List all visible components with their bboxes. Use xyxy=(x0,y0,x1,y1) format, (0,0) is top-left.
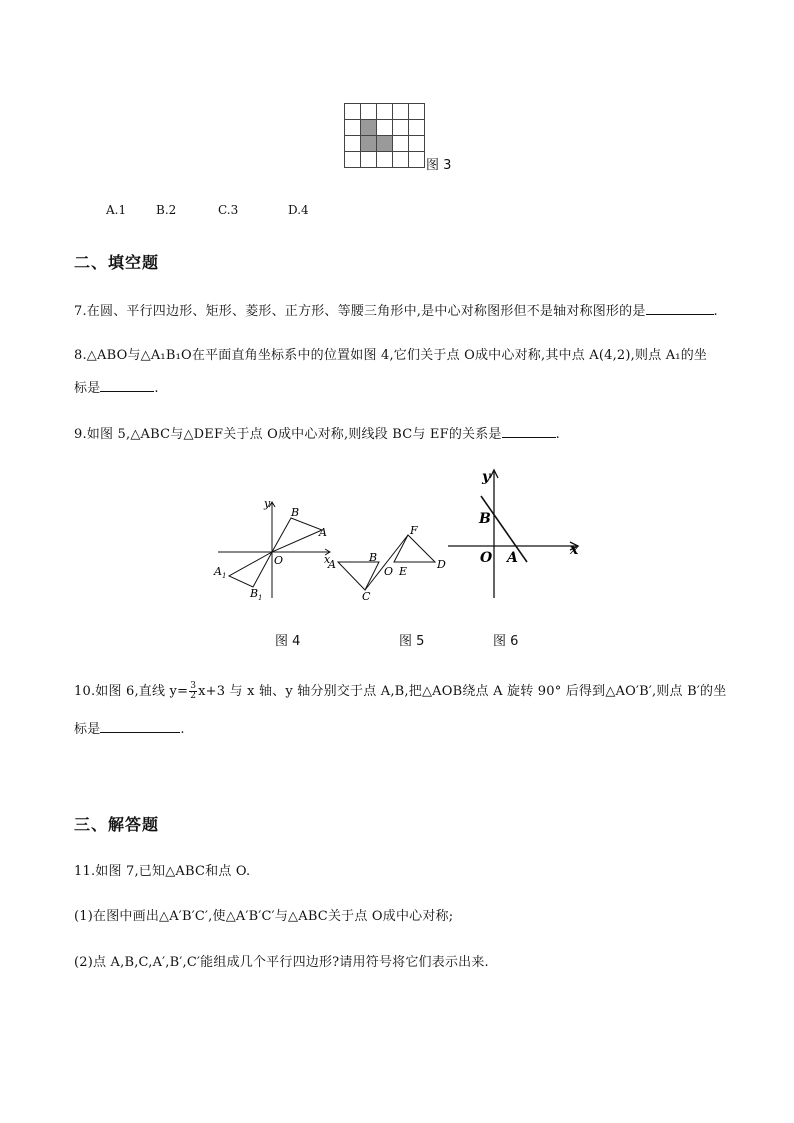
option-a: A.1 xyxy=(106,203,127,217)
label-b1: B xyxy=(250,587,259,600)
grid-cell xyxy=(345,136,361,152)
label-o: O xyxy=(274,554,284,567)
figure-3-grid xyxy=(344,103,425,168)
question-10-text: x+3 与 x 轴、y 轴分别交于点 A,B,把△AOB绕点 A 旋转 90° 后得到△AO′B′,则点 B′的坐 xyxy=(198,684,727,699)
label-b: B xyxy=(291,506,300,519)
label-b1-subscript: 1 xyxy=(258,594,263,602)
fraction-denominator: 2 xyxy=(190,691,197,701)
figure-6-caption: 图 6 xyxy=(493,634,519,649)
figure-4 xyxy=(210,490,340,605)
figure-5 xyxy=(325,515,455,605)
question-7 xyxy=(74,300,718,322)
triangle-abo xyxy=(272,518,322,552)
grid-cell xyxy=(393,104,409,120)
label-y: y xyxy=(264,497,271,510)
grid-row xyxy=(345,136,425,152)
grid-row xyxy=(345,120,425,136)
question-10-end: . xyxy=(180,722,185,737)
answer-blank[interactable] xyxy=(100,718,180,733)
question-11-stem: 11.如图 7,已知△ABC和点 O. xyxy=(74,864,251,879)
grid-cell xyxy=(409,120,425,136)
figure-5-caption: 图 5 xyxy=(399,634,425,649)
label-a1: A xyxy=(214,565,222,578)
question-9 xyxy=(74,423,560,445)
grid-cell xyxy=(409,136,425,152)
label-d: D xyxy=(437,558,446,571)
answer-blank[interactable] xyxy=(100,377,154,392)
question-7-end: . xyxy=(713,304,718,319)
label-a1-subscript: 1 xyxy=(222,572,227,580)
fraction-numerator: 3 xyxy=(190,681,197,691)
grid-cell xyxy=(345,152,361,168)
label-o: O xyxy=(384,565,394,578)
figure-6 xyxy=(440,462,590,607)
grid-cell-shaded xyxy=(361,136,377,152)
question-8-line-1: 8.△ABO与△A₁B₁O在平面直角坐标系中的位置如图 4,它们关于点 O成中心对称,其中点 A(4,2),则点 A₁的坐 xyxy=(74,348,708,363)
answer-blank[interactable] xyxy=(646,300,714,315)
grid-cell xyxy=(361,104,377,120)
label-x: x xyxy=(324,553,331,566)
grid-cell xyxy=(361,152,377,168)
grid-cell-shaded xyxy=(377,136,393,152)
question-8-line-2-text: 标是 xyxy=(74,381,101,396)
answer-blank[interactable] xyxy=(502,423,556,438)
label-x: x xyxy=(570,542,579,558)
label-b: B xyxy=(369,551,378,564)
label-a: A xyxy=(507,550,518,566)
grid-cell xyxy=(393,136,409,152)
question-8-end: . xyxy=(154,381,159,396)
grid-cell xyxy=(377,104,393,120)
grid-row xyxy=(345,104,425,120)
label-c: C xyxy=(362,590,371,603)
grid-cell xyxy=(393,120,409,136)
question-11-part-2: (2)点 A,B,C,A′,B′,C′能组成几个平行四边形?请用符号将它们表示出来. xyxy=(74,955,489,970)
question-10-line-2 xyxy=(74,718,185,740)
option-b: B.2 xyxy=(156,203,177,217)
grid-cell xyxy=(377,120,393,136)
grid-cell xyxy=(377,152,393,168)
grid-cell xyxy=(345,120,361,136)
figure-4-caption: 图 4 xyxy=(275,634,301,649)
grid-cell xyxy=(345,104,361,120)
label-a: A xyxy=(328,558,336,571)
section-3-title: 三、解答题 xyxy=(74,815,160,834)
question-9-text: 9.如图 5,△ABC与△DEF关于点 O成中心对称,则线段 BC与 EF的关系是 xyxy=(74,427,502,442)
fraction xyxy=(189,682,197,701)
option-c: C.3 xyxy=(218,203,239,217)
grid-row xyxy=(345,152,425,168)
grid-cell xyxy=(393,152,409,168)
triangle-abc xyxy=(338,562,379,590)
label-o: O xyxy=(480,550,493,566)
grid-cell-shaded xyxy=(361,120,377,136)
question-9-end: . xyxy=(555,427,560,442)
figure-3 xyxy=(344,103,425,168)
question-11-part-1: (1)在图中画出△A′B′C′,使△A′B′C′与△ABC关于点 O成中心对称; xyxy=(74,909,454,924)
triangle-a1b1o xyxy=(229,552,272,587)
option-d: D.4 xyxy=(288,203,309,217)
label-y: y xyxy=(482,469,491,485)
question-10-line-1 xyxy=(74,682,726,702)
label-e: E xyxy=(399,565,408,578)
grid-cell xyxy=(409,152,425,168)
question-10-prefix: 10.如图 6,直线 y= xyxy=(74,684,189,699)
question-10-line-2-text: 标是 xyxy=(74,722,101,737)
question-7-text: 7.在圆、平行四边形、矩形、菱形、正方形、等腰三角形中,是中心对称图形但不是轴对称图形的是 xyxy=(74,304,646,319)
question-8-line-2 xyxy=(74,377,159,399)
triangle-def xyxy=(394,535,435,562)
label-a: A xyxy=(319,526,327,539)
label-b: B xyxy=(479,511,491,527)
grid-cell xyxy=(409,104,425,120)
figure-3-caption: 图 3 xyxy=(426,158,452,173)
section-2-title: 二、填空题 xyxy=(74,253,160,272)
label-f: F xyxy=(410,524,418,537)
